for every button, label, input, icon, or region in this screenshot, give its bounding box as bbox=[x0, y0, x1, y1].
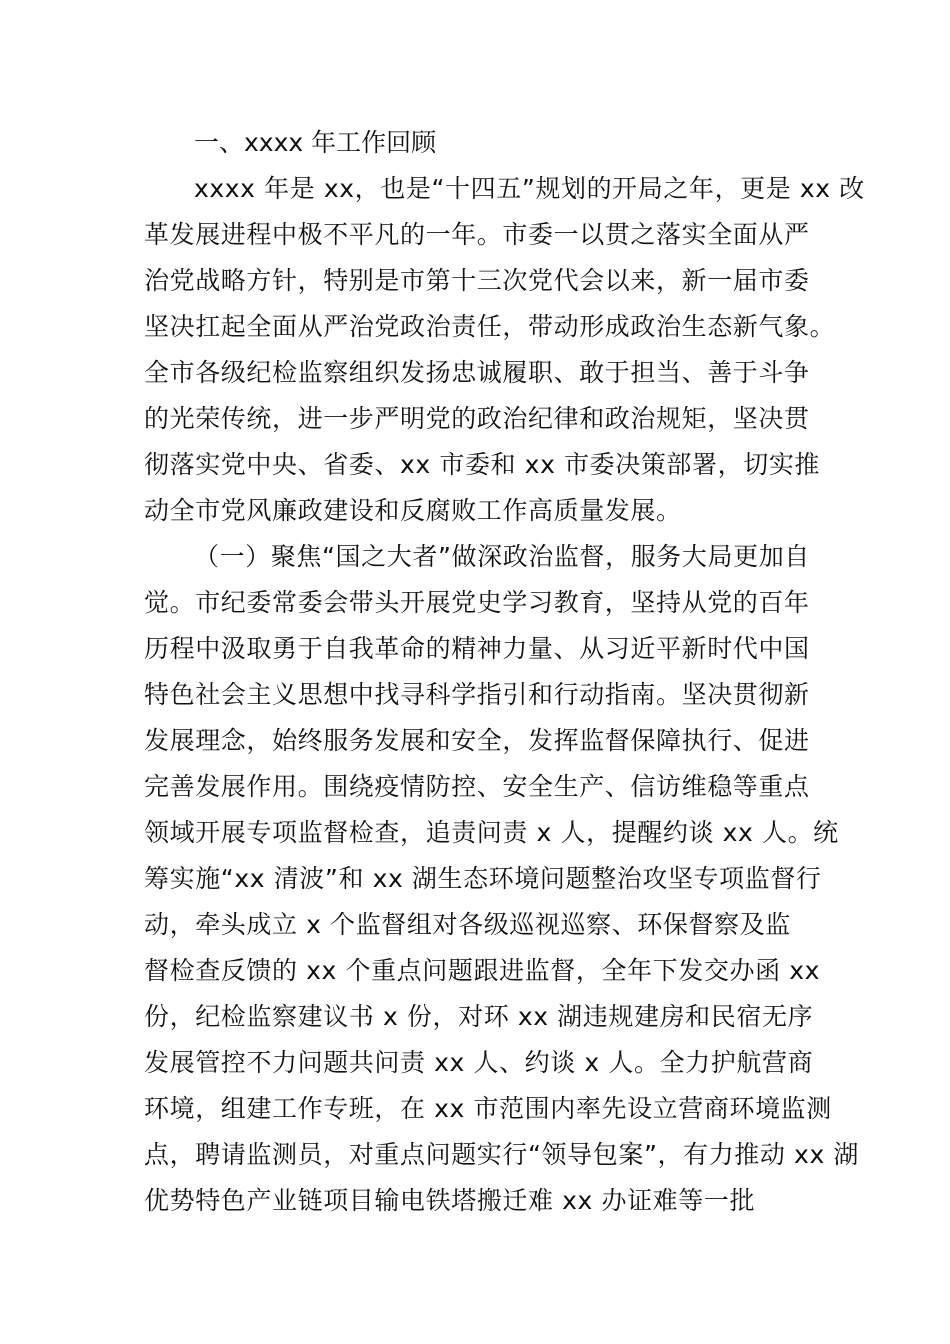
text-line: 动，牵头成立 x 个监督组对各级巡视巡察、环保督察及监 bbox=[144, 910, 791, 939]
text-line: 优势特色产业链项目输电铁塔搬迁难 xx 办证难等一批 bbox=[144, 1186, 756, 1215]
text-line: 全市各级纪检监察组织发扬忠诚履职、敢于担当、善于斗争 bbox=[144, 358, 810, 387]
text-line: 坚决扛起全面从严治党政治责任，带动形成政治生态新气象。 bbox=[144, 312, 836, 341]
paragraph-political-supervision bbox=[144, 534, 859, 1224]
document-body bbox=[144, 120, 865, 1224]
text-line: 的光荣传统，进一步严明党的政治纪律和政治规矩，坚决贯 bbox=[144, 404, 810, 433]
text-line: 督检查反馈的 xx 个重点问题跟进监督，全年下发交办函 xx bbox=[144, 956, 821, 985]
text-line: 环境，组建工作专班，在 xx 市范围内率先设立营商环境监测 bbox=[144, 1094, 832, 1123]
text-line: 发展理念，始终服务发展和安全，发挥监督保障执行、促进 bbox=[144, 726, 810, 755]
text-line: 觉。市纪委常委会带头开展党史学习教育，坚持从党的百年 bbox=[144, 588, 810, 617]
text-line: 治党战略方针，特别是市第十三次党代会以来，新一届市委 bbox=[144, 266, 810, 295]
text-line: 革发展进程中极不平凡的一年。市委一以贯之落实全面从严 bbox=[144, 220, 810, 249]
paragraph-review-intro bbox=[144, 166, 865, 534]
text-line: （一）聚焦“国之大者”做深政治监督，服务大局更加自 bbox=[194, 542, 810, 571]
text-line: 筹实施“xx 清波”和 xx 湖生态环境问题整治攻坚专项监督行 bbox=[144, 864, 822, 893]
text-line: 历程中汲取勇于自我革命的精神力量、从习近平新时代中国 bbox=[144, 634, 810, 663]
text-line: 特色社会主义思想中找寻科学指引和行动指南。坚决贯彻新 bbox=[144, 680, 810, 709]
text-line: 彻落实党中央、省委、xx 市委和 xx 市委决策部署，切实推 bbox=[144, 450, 821, 479]
text-line: 份，纪检监察建议书 x 份，对环 xx 湖违规建房和民宿无序 bbox=[144, 1002, 814, 1031]
text-line: 完善发展作用。围绕疫情防控、安全生产、信访维稳等重点 bbox=[144, 772, 810, 801]
section-heading: 一、xxxx 年工作回顾 bbox=[194, 128, 437, 157]
text-line: 动全市党风廉政建设和反腐败工作高质量发展。 bbox=[144, 496, 682, 525]
text-line: xxxx 年是 xx，也是“十四五”规划的开局之年，更是 xx 改 bbox=[194, 174, 865, 203]
text-line: 发展管控不力问题共问责 xx 人、约谈 x 人。全力护航营商 bbox=[144, 1048, 814, 1077]
text-line: 点，聘请监测员，对重点问题实行“领导包案”，有力推动 xx 湖 bbox=[144, 1140, 859, 1169]
text-line: 领域开展专项监督检查，追责问责 x 人，提醒约谈 xx 人。统 bbox=[144, 818, 839, 847]
